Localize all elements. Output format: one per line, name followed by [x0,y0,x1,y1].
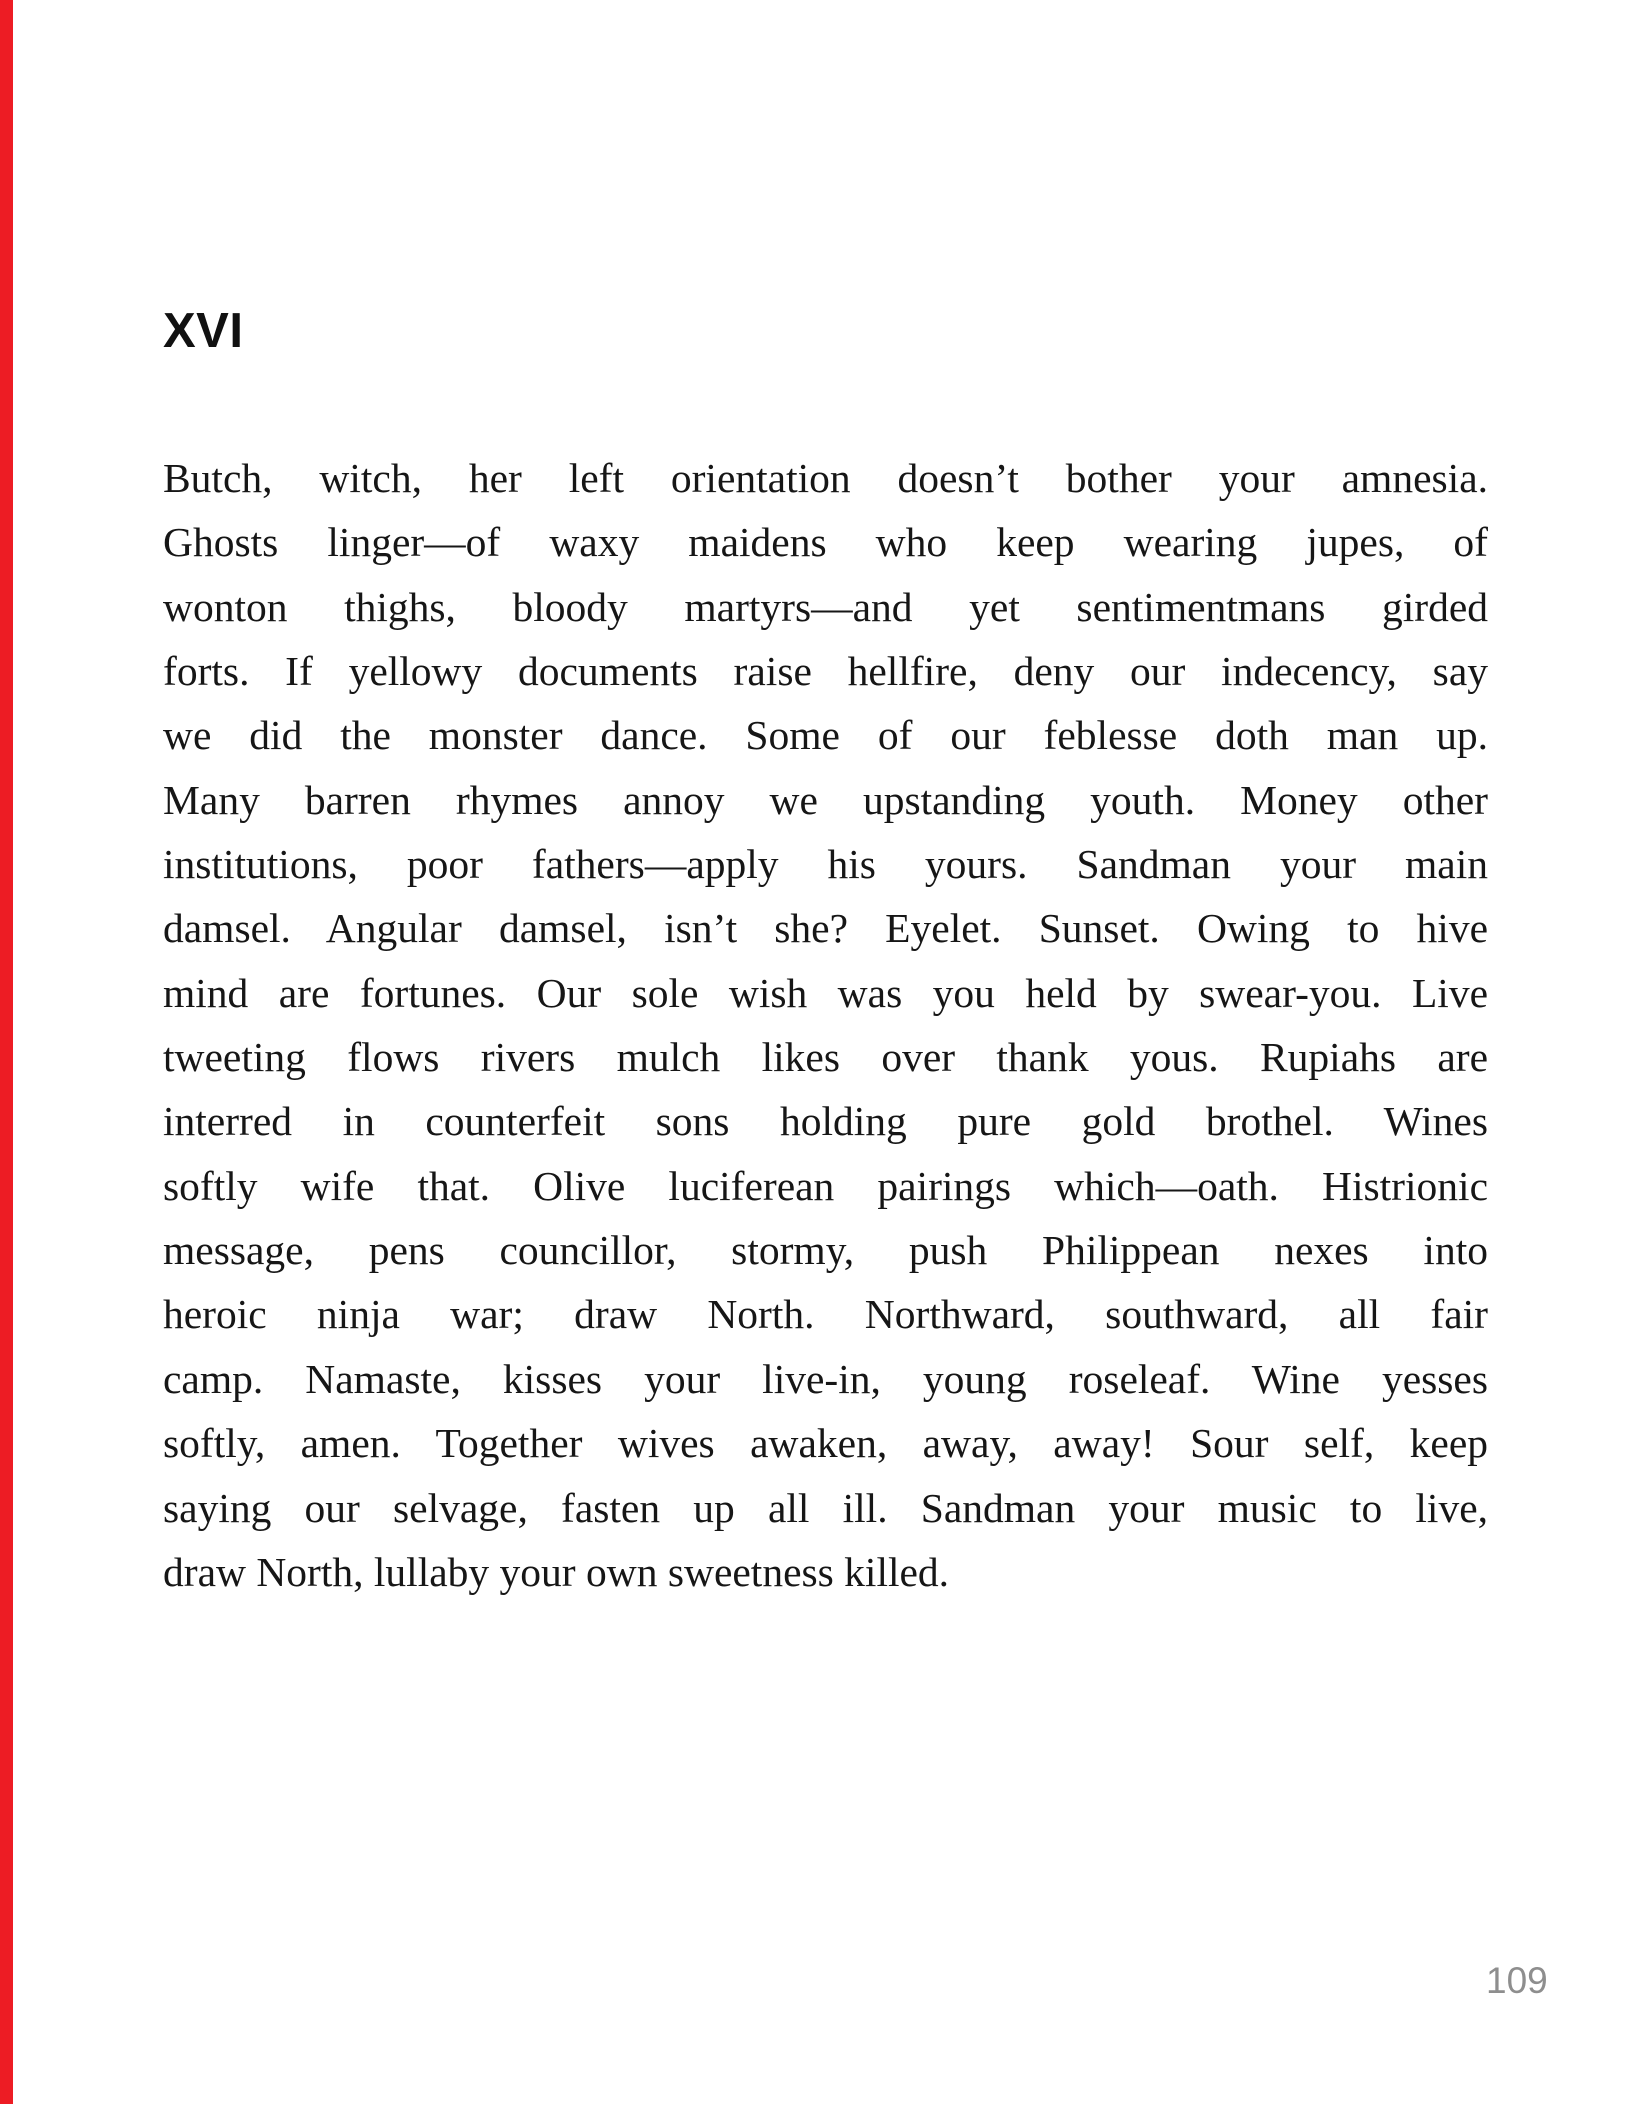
poem-line: forts. If yellowy documents raise hellfire, deny our indecency, say [163,648,1488,695]
poem-line: damsel. Angular damsel, isn’t she? Eyelet. Sunset. Owing to hive [163,905,1488,952]
poem-line: softly wife that. Olive luciferean pairings which—oath. Histrionic [163,1162,1488,1209]
poem-line: interred in counterfeit sons holding pure gold brothel. Wines [163,1098,1488,1145]
poem-line: Butch, witch, her left orientation doesn’t bother your amnesia. [163,455,1488,501]
poem-line: saying our selvage, fasten up all ill. Sandman your music to live, [163,1484,1488,1531]
poem-line: institutions, poor fathers—apply his yours. Sandman your main [163,841,1488,888]
left-edge-stripe [0,0,13,2104]
page-number: 109 [1486,1960,1548,2001]
poem-line: heroic ninja war; draw North. Northward, southward, all fair [163,1291,1488,1338]
poem-line: we did the monster dance. Some of our feblesse doth man up. [163,712,1488,759]
poem-line: draw North, lullaby your own sweetness killed. [163,1548,950,1595]
poem-line: message, pens councillor, stormy, push Philippean nexes into [163,1227,1488,1274]
poem-line: softly, amen. Together wives awaken, away, away! Sour self, keep [163,1420,1488,1467]
poem-text [163,446,1488,1604]
poem-line: wonton thighs, bloody martyrs—and yet sentimentmans girded [163,583,1488,630]
poem-line: mind are fortunes. Our sole wish was you held by swear-you. Live [163,969,1488,1016]
poem-line: tweeting flows rivers mulch likes over thank yous. Rupiahs are [163,1034,1488,1081]
poem-line: Ghosts linger—of waxy maidens who keep wearing jupes, of [163,519,1488,566]
section-heading: XVI [163,304,244,358]
poem-line: camp. Namaste, kisses your live-in, young roseleaf. Wine yesses [163,1355,1488,1402]
poem-line: Many barren rhymes annoy we upstanding youth. Money other [163,776,1488,823]
